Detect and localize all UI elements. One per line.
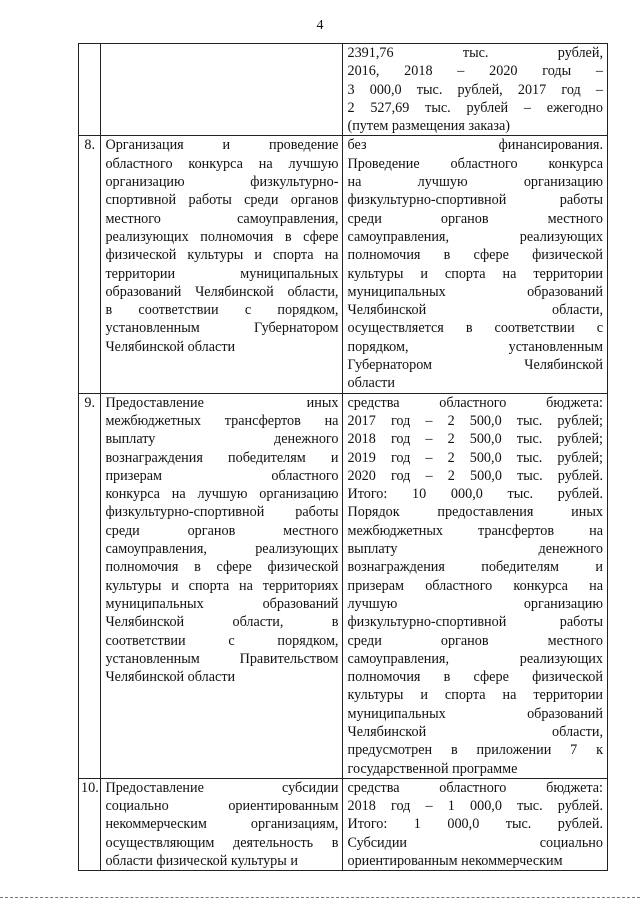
text-line: культуры и спорта на территории: [347, 265, 603, 282]
measure-description-cell: [101, 778, 343, 870]
text-line: самоуправления, реализующих: [347, 228, 603, 245]
text-line: области физической культуры и: [105, 853, 298, 870]
text-line: среди органов местного: [347, 210, 603, 227]
text-line: среди органов местного: [347, 632, 603, 649]
text-line: Челябинской области, в: [105, 614, 339, 631]
text-line: Субсидии социально: [347, 834, 603, 851]
text-line: 2018 год – 1 000,0 тыс. рублей.: [347, 798, 603, 815]
text-line: Порядок предоставления иных: [347, 504, 603, 521]
text-line: средства областного бюджета:: [347, 394, 603, 411]
text-line: Губернатором Челябинской: [347, 357, 603, 374]
text-line: культуры и спорта на территории: [347, 687, 603, 704]
text-line: организацию физкультурно-: [105, 174, 339, 191]
text-line: установленным Правительством: [105, 650, 339, 667]
row-number-cell: 8.: [79, 136, 101, 393]
text-line: муниципальных образований: [105, 595, 339, 612]
text-line: выплату денежного: [347, 541, 603, 558]
financing-info-cell: [343, 393, 608, 778]
table-row: [79, 393, 608, 778]
text-line: физической культуры и спорта на: [105, 247, 339, 264]
text-line: 2391,76 тыс. рублей,: [347, 45, 603, 61]
text-line: призерам областного: [105, 467, 339, 484]
text-line: физкультурно-спортивной работы: [105, 504, 339, 521]
text-line: межбюджетных трансфертов на: [347, 522, 603, 539]
text-line: социально ориентированным: [105, 798, 339, 815]
financing-info-cell: [343, 44, 608, 136]
text-line: спортивной работы среди органов: [105, 192, 339, 209]
text-line: Предоставление иных: [105, 394, 339, 411]
text-line: 2019 год – 2 500,0 тыс. рублей;: [347, 449, 603, 466]
text-line: реализующих полномочия в сфере: [105, 228, 339, 245]
text-line: муниципальных образований: [347, 283, 603, 300]
text-line: полномочия в сфере физической: [347, 247, 603, 264]
text-line: 2017 год – 2 500,0 тыс. рублей;: [347, 412, 603, 429]
text-line: среди органов местного: [105, 522, 339, 539]
text-line: 2016, 2018 – 2020 годы –: [347, 63, 603, 80]
table-row: [79, 778, 608, 870]
text-line: порядком, установленным: [347, 338, 603, 355]
row-number-cell: 10.: [79, 778, 101, 870]
text-line: Организация и проведение: [105, 137, 339, 154]
table-row: [79, 136, 608, 393]
text-line: Итого: 10 000,0 тыс. рублей.: [347, 486, 603, 503]
text-line: на лучшую организацию: [347, 174, 603, 191]
text-line: вознаграждения победителям и: [347, 559, 603, 576]
page-number: 4: [316, 18, 324, 33]
text-line: соответствии с порядком,: [105, 632, 339, 649]
text-line: Проведение областного конкурса: [347, 155, 603, 172]
program-measures-table: [78, 43, 608, 871]
measure-description-cell: [101, 44, 343, 136]
text-line: Челябинской области,: [347, 302, 603, 319]
text-line: самоуправления, реализующих: [347, 650, 603, 667]
financing-info-cell: [343, 136, 608, 393]
text-line: культуры и спорта на территориях: [105, 577, 339, 594]
text-line: осуществляющим деятельность в: [105, 834, 339, 851]
text-line: Итого: 1 000,0 тыс. рублей.: [347, 816, 603, 833]
text-line: 3 000,0 тыс. рублей, 2017 год –: [347, 81, 603, 98]
row-number-cell: [79, 44, 101, 136]
text-line: самоуправления, реализующих: [105, 541, 339, 558]
text-line: области: [347, 375, 395, 392]
text-line: Челябинской области,: [347, 723, 603, 740]
text-line: вознаграждения победителям и: [105, 449, 339, 466]
text-line: Челябинской области: [105, 338, 236, 355]
measure-description-cell: [101, 393, 343, 778]
text-line: ориентированным некоммерческим: [347, 853, 563, 870]
text-line: территории муниципальных: [105, 265, 339, 282]
text-line: средства областного бюджета:: [347, 779, 603, 796]
text-line: областного конкурса на лучшую: [105, 155, 339, 172]
text-line: физкультурно-спортивной работы: [347, 614, 603, 631]
measure-description-cell: [101, 136, 343, 393]
page-bottom-divider: [0, 897, 640, 898]
text-line: местного самоуправления,: [105, 210, 339, 227]
text-line: некоммерческим организациям,: [105, 816, 339, 833]
text-line: лучшую организацию: [347, 595, 603, 612]
text-line: установленным Губернатором: [105, 320, 339, 337]
text-line: Челябинской области: [105, 669, 236, 686]
text-line: осуществляется в соответствии с: [347, 320, 603, 337]
text-line: 2020 год – 2 500,0 тыс. рублей.: [347, 467, 603, 484]
text-line: 2018 год – 2 500,0 тыс. рублей;: [347, 431, 603, 448]
text-line: 2 527,69 тыс. рублей – ежегодно: [347, 99, 603, 116]
text-line: полномочия в сфере физической: [105, 559, 339, 576]
text-line: Предоставление субсидии: [105, 779, 339, 796]
text-line: предусмотрен в приложении 7 к: [347, 742, 603, 759]
text-line: полномочия в сфере физической: [347, 669, 603, 686]
table-row: [79, 44, 608, 136]
row-number-cell: 9.: [79, 393, 101, 778]
text-line: физкультурно-спортивной работы: [347, 192, 603, 209]
text-line: (путем размещения заказа): [347, 118, 510, 135]
text-line: конкурса на лучшую организацию: [105, 486, 339, 503]
text-line: в соответствии с порядком,: [105, 302, 339, 319]
text-line: муниципальных образований: [347, 705, 603, 722]
financing-info-cell: [343, 778, 608, 870]
text-line: образований Челябинской области,: [105, 283, 339, 300]
text-line: без финансирования.: [347, 137, 603, 154]
text-line: государственной программе: [347, 760, 518, 777]
text-line: призерам областного конкурса на: [347, 577, 603, 594]
text-line: межбюджетных трансфертов на: [105, 412, 339, 429]
text-line: выплату денежного: [105, 431, 339, 448]
